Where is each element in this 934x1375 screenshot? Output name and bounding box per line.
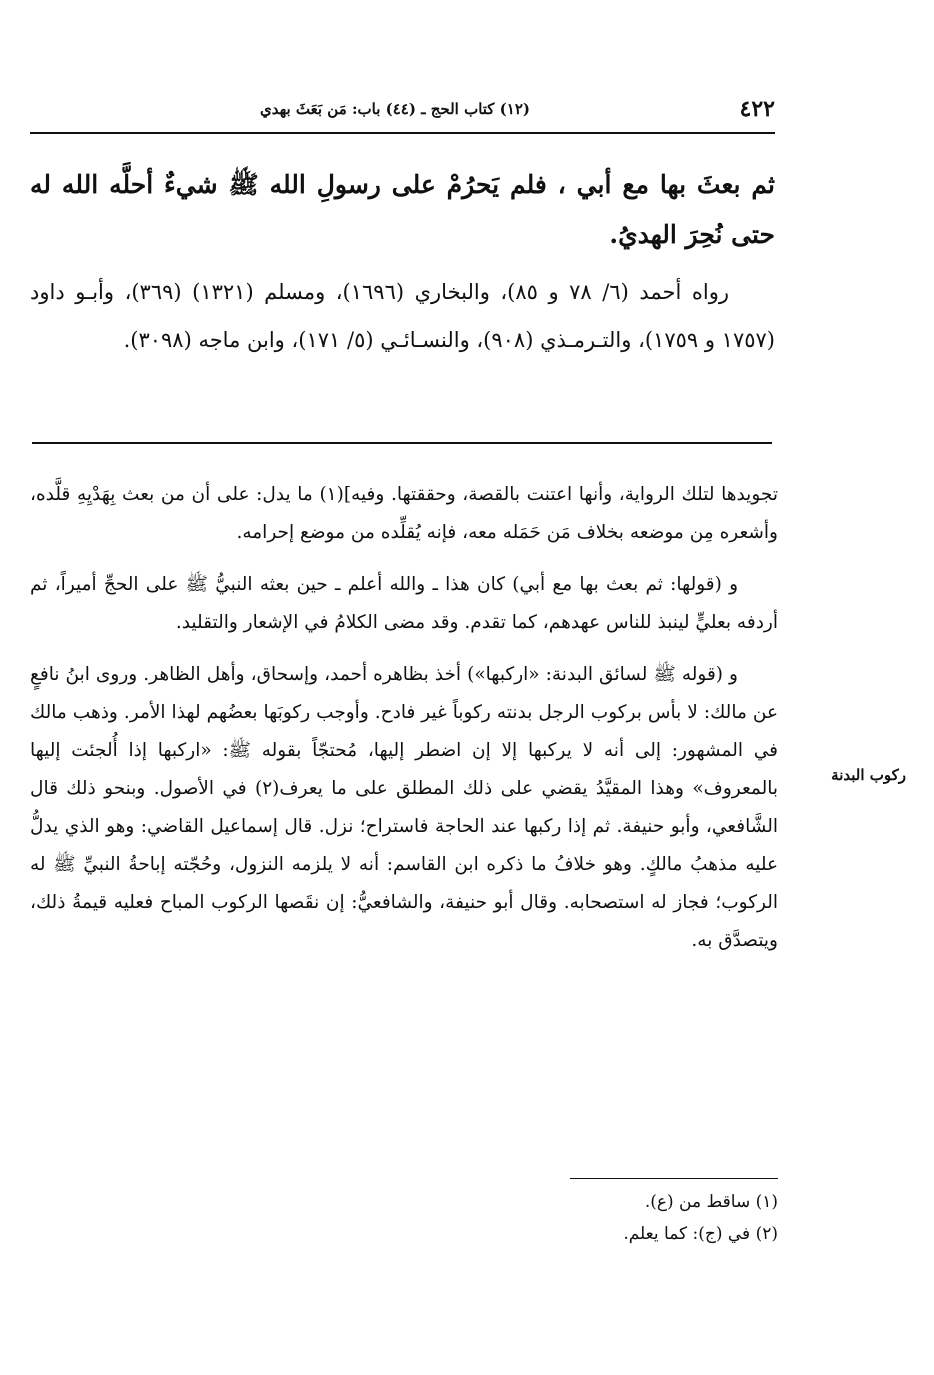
commentary-paragraph-2: و (قولها: ثم بعث بها مع أبي) كان هذا ـ والله أعلم ـ حين بعثه النبيُّ ﷺ على الحجِّ أميراً، ثم أردفه بعليٍّ لينبذ للناس عهدهم، كما تقدم. وقد مضى الكلامُ في الإشعار والتقليد. xyxy=(30,574,778,633)
running-title: (١٢) كتاب الحج ـ (٤٤) باب: مَن بَعَثَ بهدي xyxy=(260,100,530,118)
commentary-paragraph-1: تجويدها لتلك الرواية، وأنها اعتنت بالقصة، وحققتها. وفيه](١) ما يدل: على أن من بعث بِهَدْيِهِ قلَّده، وأشعره مِن موضعه بخلاف مَن حَمَله معه، فإنه يُقلِّده من موضع إحرامه. xyxy=(30,484,778,543)
footnote-2: (٢) في (ج): كما يعلم. xyxy=(623,1224,778,1244)
section-divider xyxy=(32,442,772,444)
margin-heading: ركوب البدنة xyxy=(831,766,906,784)
hadith-text: ثم بعثَ بها مع أبي ، فلم يَحرُمْ على رسولِ الله ﷺ شيءٌ أحلَّه الله له حتى نُحِرَ الهديُ. xyxy=(30,170,775,249)
footnote-1: (١) ساقط من (ع). xyxy=(644,1192,778,1212)
header-divider xyxy=(30,132,775,134)
page-number: ٤٢٢ xyxy=(739,96,775,122)
commentary-paragraph-3: و (قوله ﷺ لسائق البدنة: «اركبها») أخذ بظاهره أحمد، وإسحاق، وأهل الظاهر. وروى ابنُ نافعٍ عن مالك: لا بأس بركوب الرجل بدنته ركوباً غير فادح. وأوجب ركوبَها بعضُهم لهذا الأمر. وذهب مالك في المشهور: إلى أنه لا يركبها إلا إن اضطر إليها، مُحتجّاً بقوله ﷺ: «اركبها إذا أُلجئت إليها بالمعروف» وهذا المقيَّدُ يقضي على ذلك المطلق على ما يعرف(٢) في الأصول. وبنحو ذلك قال الشَّافعي، وأبو حنيفة. ثم إذا ركبها عند الحاجة فاستراح؛ نزل. قال إسماعيل القاضي: وهو الذي يدلُّ عليه مذهبُ مالكٍ. وهو خلافُ ما ذكره ابن القاسم: أنه لا يلزمه النزول، وحُجّته إباحةُ النبيِّ ﷺ له الركوب؛ فجاز له استصحابه. وقال أبو حنيفة، والشافعيُّ: إن نقَصها الركوب المباح فعليه قيمةُ ذلك، ويتصدَّق به. xyxy=(30,664,778,951)
footnotes xyxy=(300,1186,778,1250)
hadith-block xyxy=(30,160,775,260)
takhrij-text: رواه أحمد (٦/ ٧٨ و ٨٥)، والبخاري (١٦٩٦)، ومسلم (١٣٢١) (٣٦٩)، وأبـو داود (١٧٥٧ و ١٧٥٩)، والتـرمـذي (٩٠٨)، والنسـائـي (٥/ ١٧١)، وابن ماجه (٣٠٩٨). xyxy=(30,280,775,352)
footnote-divider xyxy=(570,1178,778,1179)
page-header xyxy=(30,92,775,126)
commentary-block xyxy=(30,476,778,974)
takhrij-block xyxy=(30,268,775,364)
